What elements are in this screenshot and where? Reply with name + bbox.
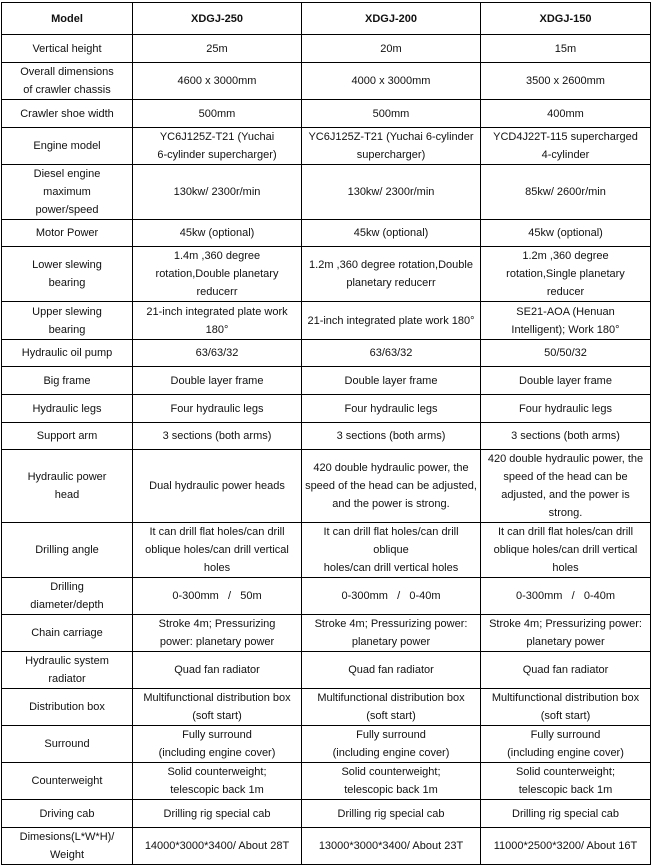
row-label: Engine model	[2, 128, 133, 165]
cell-xdgj-150: It can drill flat holes/can drill oblique holes/can drill vertical holes	[481, 523, 651, 578]
header-model: Model	[2, 3, 133, 35]
cell-xdgj-200: 20m	[302, 35, 481, 63]
cell-xdgj-150: Double layer frame	[481, 367, 651, 395]
cell-xdgj-250: Double layer frame	[133, 367, 302, 395]
cell-xdgj-200: 4000 x 3000mm	[302, 63, 481, 100]
cell-xdgj-250: Dual hydraulic power heads	[133, 450, 302, 523]
cell-xdgj-250: Stroke 4m; Pressurizing power: planetary power	[133, 615, 302, 652]
cell-xdgj-200: 63/63/32	[302, 340, 481, 367]
header-row	[2, 3, 651, 35]
cell-xdgj-250: 14000*3000*3400/ About 28T	[133, 828, 302, 865]
cell-xdgj-200: 21-inch integrated plate work 180°	[302, 302, 481, 340]
cell-xdgj-150: Solid counterweight; telescopic back 1m	[481, 763, 651, 800]
cell-xdgj-200: Stroke 4m; Pressurizing power: planetary power	[302, 615, 481, 652]
cell-xdgj-150: 400mm	[481, 100, 651, 128]
cell-xdgj-150: 50/50/32	[481, 340, 651, 367]
table-row	[2, 395, 651, 423]
header-xdgj-250: XDGJ-250	[133, 3, 302, 35]
cell-xdgj-150: Four hydraulic legs	[481, 395, 651, 423]
table-row	[2, 689, 651, 726]
table-row	[2, 367, 651, 395]
cell-xdgj-200: 3 sections (both arms)	[302, 423, 481, 450]
cell-xdgj-200: 1.2m ,360 degree rotation,Double planetary reducerr	[302, 247, 481, 302]
row-label: Hydraulic power head	[2, 450, 133, 523]
cell-xdgj-200: Solid counterweight; telescopic back 1m	[302, 763, 481, 800]
cell-xdgj-150: 3 sections (both arms)	[481, 423, 651, 450]
row-label: Dimesions(L*W*H)/ Weight	[2, 828, 133, 865]
cell-xdgj-200: 0-300mm / 0-40m	[302, 578, 481, 615]
cell-xdgj-200: Drilling rig special cab	[302, 800, 481, 828]
cell-xdgj-150: 1.2m ,360 degree rotation,Single planetary reducer	[481, 247, 651, 302]
cell-xdgj-250: Drilling rig special cab	[133, 800, 302, 828]
table-row	[2, 652, 651, 689]
row-label: Hydraulic legs	[2, 395, 133, 423]
row-label: Lower slewing bearing	[2, 247, 133, 302]
cell-xdgj-250: 3 sections (both arms)	[133, 423, 302, 450]
cell-xdgj-250: 4600 x 3000mm	[133, 63, 302, 100]
table-row	[2, 35, 651, 63]
table-row	[2, 726, 651, 763]
cell-xdgj-250: Solid counterweight; telescopic back 1m	[133, 763, 302, 800]
table-row	[2, 423, 651, 450]
cell-xdgj-200: Quad fan radiator	[302, 652, 481, 689]
cell-xdgj-250: 63/63/32	[133, 340, 302, 367]
cell-xdgj-250: 25m	[133, 35, 302, 63]
table-row	[2, 340, 651, 367]
cell-xdgj-250: 130kw/ 2300r/min	[133, 165, 302, 220]
table-row	[2, 128, 651, 165]
cell-xdgj-150: 3500 x 2600mm	[481, 63, 651, 100]
cell-xdgj-200: It can drill flat holes/can drill oblique holes/can drill vertical holes	[302, 523, 481, 578]
table-row	[2, 578, 651, 615]
cell-xdgj-150: YCD4J22T-115 supercharged 4-cylinder	[481, 128, 651, 165]
table-row	[2, 247, 651, 302]
header-xdgj-200: XDGJ-200	[302, 3, 481, 35]
spec-table	[1, 2, 651, 865]
cell-xdgj-150: 0-300mm / 0-40m	[481, 578, 651, 615]
row-label: Hydraulic system radiator	[2, 652, 133, 689]
cell-xdgj-250: Fully surround (including engine cover)	[133, 726, 302, 763]
cell-xdgj-150: 420 double hydraulic power, the speed of the head can be adjusted, and the power is strong.	[481, 450, 651, 523]
cell-xdgj-200: 500mm	[302, 100, 481, 128]
cell-xdgj-200: 13000*3000*3400/ About 23T	[302, 828, 481, 865]
cell-xdgj-250: 500mm	[133, 100, 302, 128]
table-row	[2, 302, 651, 340]
cell-xdgj-200: 130kw/ 2300r/min	[302, 165, 481, 220]
cell-xdgj-250: It can drill flat holes/can drill oblique holes/can drill vertical holes	[133, 523, 302, 578]
cell-xdgj-150: 15m	[481, 35, 651, 63]
cell-xdgj-200: Multifunctional distribution box (soft start)	[302, 689, 481, 726]
cell-xdgj-150: Fully surround (including engine cover)	[481, 726, 651, 763]
row-label: Overall dimensions of crawler chassis	[2, 63, 133, 100]
table-row	[2, 523, 651, 578]
cell-xdgj-200: 45kw (optional)	[302, 220, 481, 247]
table-row	[2, 165, 651, 220]
table-row	[2, 800, 651, 828]
row-label: Big frame	[2, 367, 133, 395]
cell-xdgj-200: 420 double hydraulic power, the speed of the head can be adjusted, and the power is strong.	[302, 450, 481, 523]
row-label: Surround	[2, 726, 133, 763]
cell-xdgj-250: 0-300mm / 50m	[133, 578, 302, 615]
cell-xdgj-150: Drilling rig special cab	[481, 800, 651, 828]
cell-xdgj-150: Stroke 4m; Pressurizing power: planetary power	[481, 615, 651, 652]
table-row	[2, 763, 651, 800]
row-label: Motor Power	[2, 220, 133, 247]
row-label: Upper slewing bearing	[2, 302, 133, 340]
row-label: Drilling angle	[2, 523, 133, 578]
cell-xdgj-150: Multifunctional distribution box (soft start)	[481, 689, 651, 726]
cell-xdgj-250: 21-inch integrated plate work 180°	[133, 302, 302, 340]
table-row	[2, 220, 651, 247]
row-label: Counterweight	[2, 763, 133, 800]
cell-xdgj-200: YC6J125Z-T21 (Yuchai 6-cylinder supercharger)	[302, 128, 481, 165]
cell-xdgj-250: 45kw (optional)	[133, 220, 302, 247]
row-label: Support arm	[2, 423, 133, 450]
cell-xdgj-250: Multifunctional distribution box (soft start)	[133, 689, 302, 726]
cell-xdgj-250: Four hydraulic legs	[133, 395, 302, 423]
header-xdgj-150: XDGJ-150	[481, 3, 651, 35]
table-row	[2, 615, 651, 652]
table-row	[2, 63, 651, 100]
cell-xdgj-250: 1.4m ,360 degree rotation,Double planetary reducerr	[133, 247, 302, 302]
cell-xdgj-150: SE21-AOA (Henuan Intelligent); Work 180°	[481, 302, 651, 340]
row-label: Vertical height	[2, 35, 133, 63]
cell-xdgj-200: Fully surround (including engine cover)	[302, 726, 481, 763]
row-label: Diesel engine maximum power/speed	[2, 165, 133, 220]
cell-xdgj-250: YC6J125Z-T21 (Yuchai 6-cylinder supercharger)	[133, 128, 302, 165]
cell-xdgj-150: 11000*2500*3200/ About 16T	[481, 828, 651, 865]
row-label: Driving cab	[2, 800, 133, 828]
row-label: Crawler shoe width	[2, 100, 133, 128]
cell-xdgj-200: Double layer frame	[302, 367, 481, 395]
table-row	[2, 450, 651, 523]
row-label: Drilling diameter/depth	[2, 578, 133, 615]
cell-xdgj-200: Four hydraulic legs	[302, 395, 481, 423]
table-row	[2, 828, 651, 865]
cell-xdgj-150: Quad fan radiator	[481, 652, 651, 689]
row-label: Chain carriage	[2, 615, 133, 652]
row-label: Hydraulic oil pump	[2, 340, 133, 367]
cell-xdgj-150: 45kw (optional)	[481, 220, 651, 247]
row-label: Distribution box	[2, 689, 133, 726]
cell-xdgj-250: Quad fan radiator	[133, 652, 302, 689]
cell-xdgj-150: 85kw/ 2600r/min	[481, 165, 651, 220]
table-row	[2, 100, 651, 128]
